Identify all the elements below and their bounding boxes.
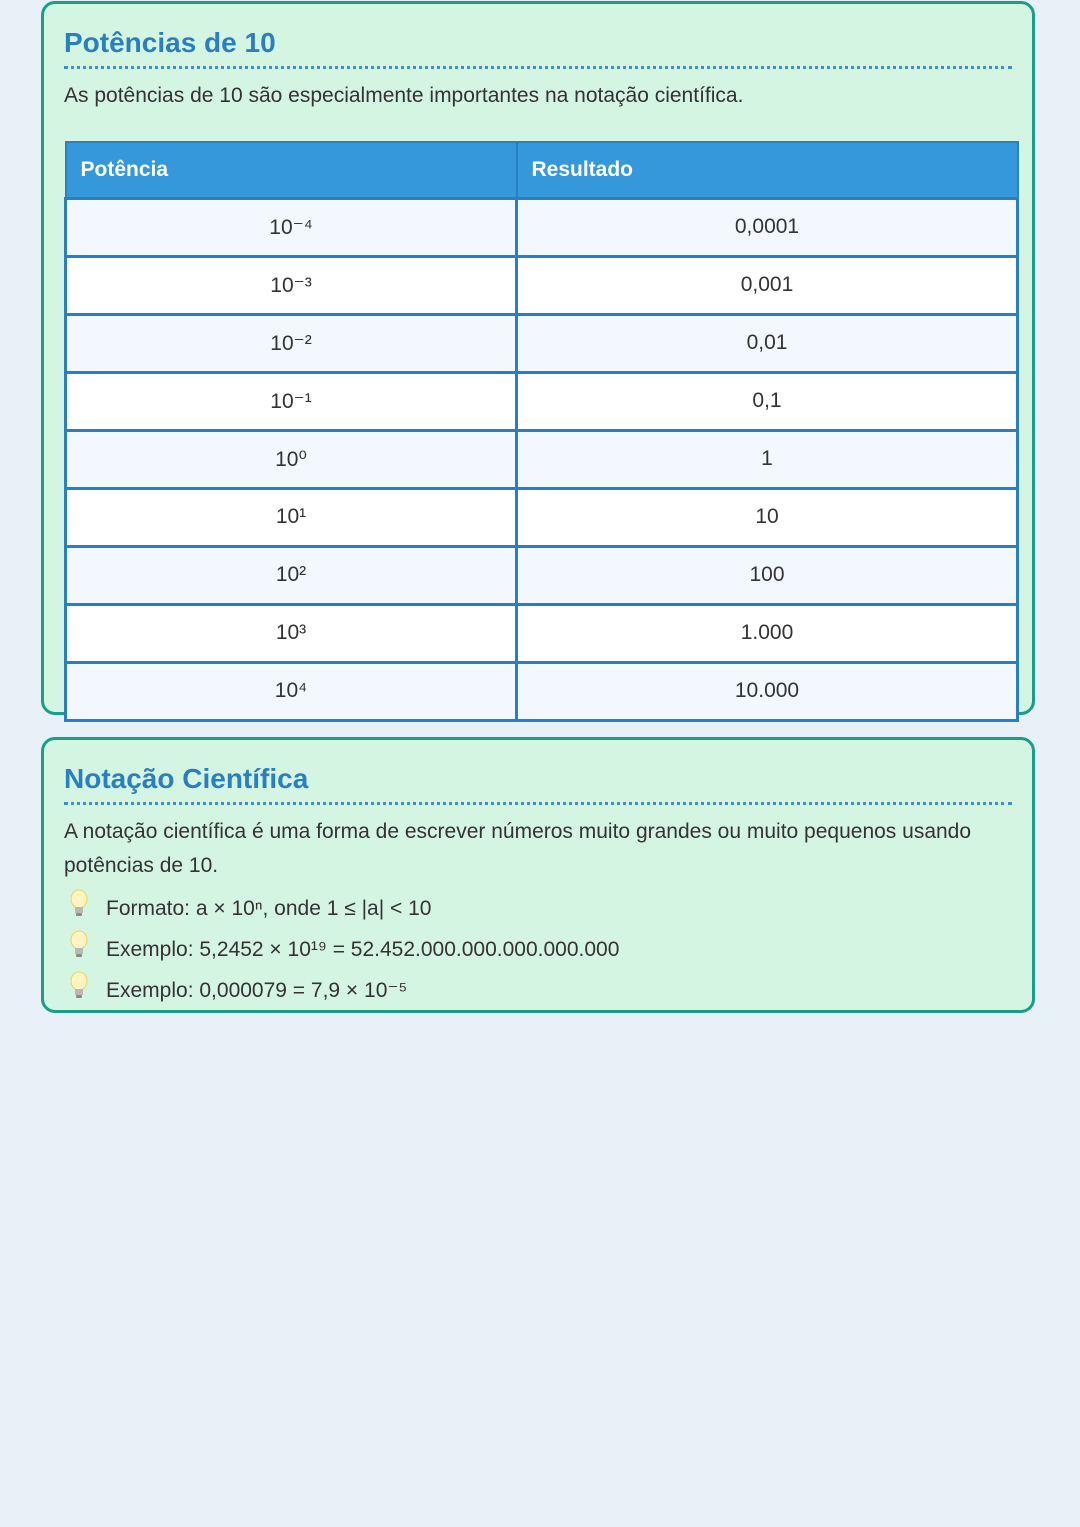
table-row: [66, 430, 1018, 488]
result-cell: 10: [517, 488, 1018, 546]
result-cell: 1.000: [517, 604, 1018, 662]
list-item: [64, 971, 1012, 1012]
table-row: [66, 372, 1018, 430]
result-cell: 0,01: [517, 314, 1018, 372]
result-cell: 0,001: [517, 256, 1018, 314]
table-row: [66, 256, 1018, 314]
list-item: [64, 930, 1012, 971]
result-cell: 10.000: [517, 662, 1018, 720]
power-cell: 10⁻³: [66, 256, 517, 314]
table-header-row: [66, 142, 1018, 199]
table-row: [66, 604, 1018, 662]
tip-text: Formato: a × 10ⁿ, onde 1 ≤ |a| < 10: [106, 897, 432, 921]
scientific-notation-card: [41, 737, 1035, 1013]
result-cell: 0,1: [517, 372, 1018, 430]
result-cell: 0,0001: [517, 198, 1018, 256]
tip-text: Exemplo: 5,2452 × 10¹⁹ = 52.452.000.000.000.000.000: [106, 938, 620, 962]
result-cell: 100: [517, 546, 1018, 604]
list-item: [64, 889, 1012, 930]
power-cell: 10⁻²: [66, 314, 517, 372]
power-cell: 10⁻⁴: [66, 198, 517, 256]
lightbulb-icon: [64, 930, 94, 971]
lightbulb-icon: [64, 889, 94, 930]
powers-section-title: Potências de 10: [64, 26, 1012, 69]
notation-section-title: Notação Científica: [64, 762, 1012, 805]
table-row: [66, 198, 1018, 256]
power-cell: 10³: [66, 604, 517, 662]
powers-of-ten-card: [41, 1, 1035, 715]
powers-intro-text: As potências de 10 são especialmente importantes na notação científica.: [64, 83, 744, 107]
power-cell: 10⁰: [66, 430, 517, 488]
table-row: [66, 314, 1018, 372]
table-row: [66, 662, 1018, 720]
power-cell: 10²: [66, 546, 517, 604]
notation-tips-list: [64, 889, 1012, 1012]
column-header-result: Resultado: [517, 142, 1018, 199]
table-row: [66, 488, 1018, 546]
power-cell: 10¹: [66, 488, 517, 546]
table-row: [66, 546, 1018, 604]
result-cell: 1: [517, 430, 1018, 488]
lightbulb-icon: [64, 971, 94, 1012]
column-header-power: Potência: [66, 142, 517, 199]
tip-text: Exemplo: 0,000079 = 7,9 × 10⁻⁵: [106, 979, 408, 1003]
power-cell: 10⁻¹: [66, 372, 517, 430]
notation-intro-text: A notação científica é uma forma de escrever números muito grandes ou muito pequenos usando potências de 10.: [64, 819, 972, 877]
power-cell: 10⁴: [66, 662, 517, 720]
powers-table: [64, 141, 1019, 722]
